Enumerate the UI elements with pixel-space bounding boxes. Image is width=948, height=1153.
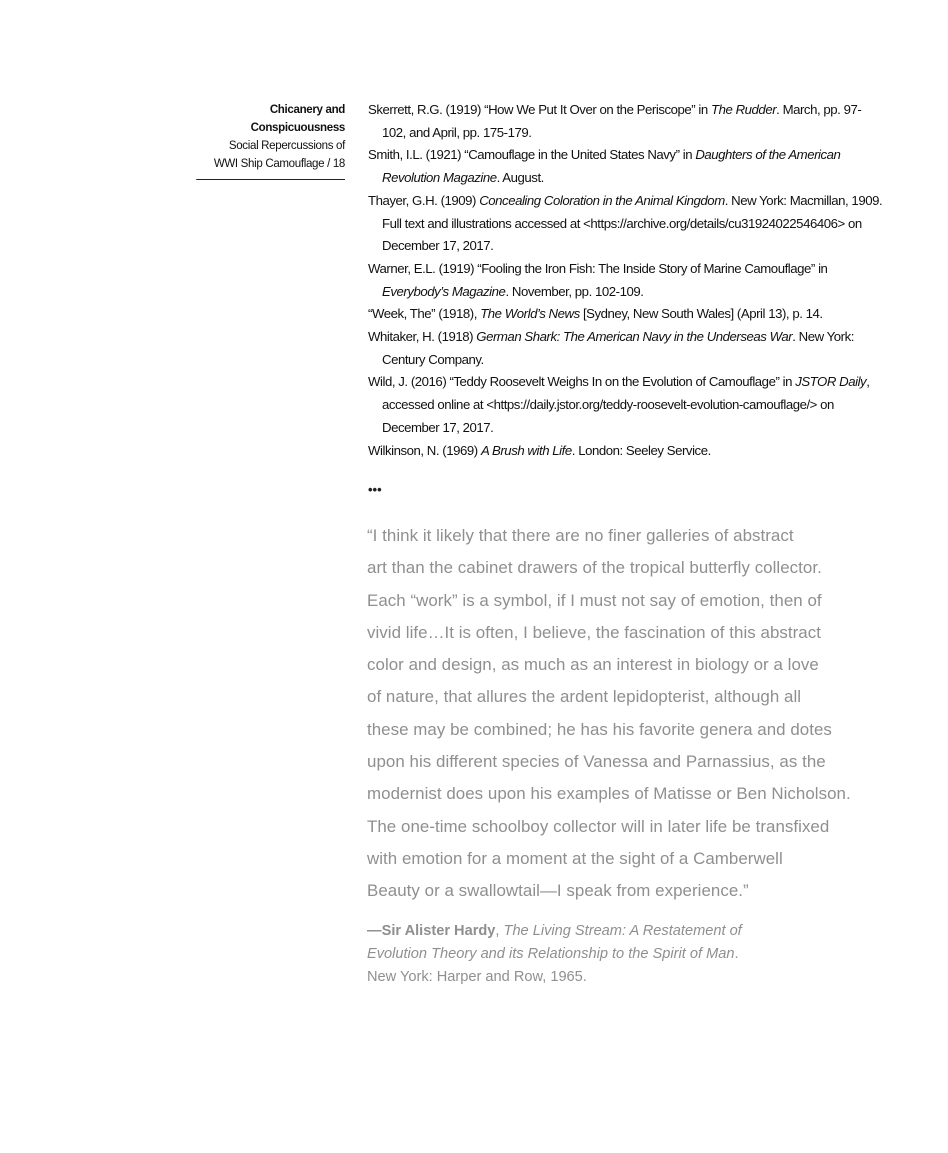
header-subtitle-line-2: WWI Ship Camouflage / 18 xyxy=(213,156,345,170)
attribution-publisher: New York: Harper and Row, 1965. xyxy=(367,969,587,985)
quote-line: Beauty or a swallowtail—I speak from experience.” xyxy=(367,881,749,901)
running-header xyxy=(196,100,345,180)
quote-line: of nature, that allures the ardent lepidopterist, although all xyxy=(367,687,802,707)
header-title-line-1: Chicanery and xyxy=(269,102,345,116)
reference-entry: Skerrett, R.G. (1919) “How We Put It Over on the Periscope” in The Rudder. March, pp. 97-102, and April, pp. 175-179. xyxy=(368,102,862,140)
quote-line: modernist does upon his examples of Matisse or Ben Nicholson. xyxy=(367,784,851,804)
quote-line: with emotion for a moment at the sight of a Camberwell xyxy=(367,848,783,868)
reference-entry: Thayer, G.H. (1909) Concealing Coloration in the Animal Kingdom. New York: Macmillan, 1909. Full text and illustrations accessed at <https://archive.org/details/cu31924022546406> on December 17, 2017. xyxy=(368,192,883,254)
header-title-line-2: Conspicuousness xyxy=(250,120,345,134)
attribution-line-1: —Sir Alister Hardy, The Living Stream: A Restatement of xyxy=(367,923,742,939)
section-separator: ••• xyxy=(368,482,382,497)
reference-entry: “Week, The” (1918), The World’s News [Sydney, New South Wales] (April 13), p. 14. xyxy=(368,306,823,322)
quote-line: vivid life…It is often, I believe, the fascination of this abstract xyxy=(367,622,821,642)
reference-entry: Whitaker, H. (1918) German Shark: The American Navy in the Underseas War. New York: Century Company. xyxy=(368,329,854,367)
quote-line: art than the cabinet drawers of the tropical butterfly collector. xyxy=(367,558,822,578)
header-divider xyxy=(196,179,345,180)
quote-attribution xyxy=(367,920,887,989)
reference-entry: Smith, I.L. (1921) “Camouflage in the United States Navy” in Daughters of the American Revolution Magazine. August. xyxy=(368,147,841,186)
header-subtitle-line-1: Social Repercussions of xyxy=(228,138,345,152)
attribution-book-title: The Living Stream: A Restatement of xyxy=(503,923,742,939)
reference-entry: Wilkinson, N. (1969) A Brush with Life. London: Seeley Service. xyxy=(368,442,711,458)
reference-entry: Wild, J. (2016) “Teddy Roosevelt Weighs In on the Evolution of Camouflage” in JSTOR Daily, accessed online at <https://daily.jstor.org/teddy-roosevelt-evolution-camouflage/> on December 17, 2017. xyxy=(368,374,870,435)
epigraph-quote xyxy=(367,520,887,908)
quote-line: “I think it likely that there are no finer galleries of abstract xyxy=(367,526,794,545)
quote-line: upon his different species of Vanessa and Parnassius, as the xyxy=(367,752,826,772)
quote-line: Each “work” is a symbol, if I must not say of emotion, then of xyxy=(367,590,822,610)
quote-line: color and design, as much as an interest in biology or a love xyxy=(367,655,819,675)
quote-line: The one-time schoolboy collector will in later life be transfixed xyxy=(367,816,830,836)
reference-entry: Warner, E.L. (1919) “Fooling the Iron Fish: The Inside Story of Marine Camouflage” in Everybody’s Magazine. November, pp. 102-109. xyxy=(368,260,828,299)
attribution-author: —Sir Alister Hardy xyxy=(367,923,496,939)
quote-line: these may be combined; he has his favorite genera and dotes xyxy=(367,719,832,739)
references-list xyxy=(368,99,883,462)
attribution-line-2: Evolution Theory and its Relationship to the Spirit of Man. xyxy=(367,946,739,962)
